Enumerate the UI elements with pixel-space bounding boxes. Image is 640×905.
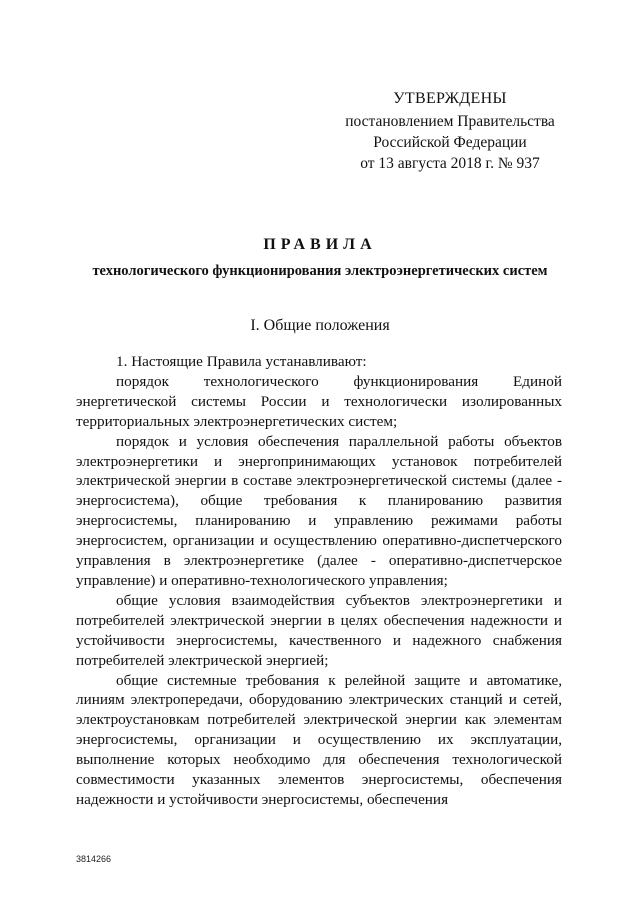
document-subtitle: технологического функционирования электроэнергетических систем <box>92 263 548 279</box>
paragraph: порядок технологического функционирования Единой энергетической системы России и технологически изолированных территориальных электроэнергетических систем; <box>76 372 562 430</box>
paragraph: 1. Настоящие Правила устанавливают: <box>116 353 367 370</box>
approval-title: УТВЕРЖДЕНЫ <box>393 90 507 107</box>
approval-block <box>330 88 570 174</box>
footer-document-code: 3814266 <box>76 854 112 864</box>
approval-line-1: постановлением Правительства <box>345 113 555 130</box>
approval-line-3: от 13 августа 2018 г. № 937 <box>360 155 540 172</box>
approval-line-2: Российской Федерации <box>373 134 527 151</box>
paragraph: общие условия взаимодействия субъектов электроэнергетики и потребителей электрической энергии в целях обеспечения надежности и устойчивости энергосистемы, качественного и надежного снабжения потребителей электрической энергией; <box>76 591 562 669</box>
document-body <box>76 352 562 810</box>
paragraph: порядок и условия обеспечения параллельной работы объектов электроэнергетики и энергопринимающих установок потребителей электрической энергии в составе электроэнергетической системы (далее - энергосистема), общие требования к планированию развития энергосистемы, планированию и управлению режимами работы энергосистем, организации и осуществлению оперативно-диспетчерского управления в электроэнергетике (далее - оперативно-диспетчерское управление) и оперативно-технологического управления; <box>76 432 562 589</box>
document-title: ПРАВИЛА <box>263 236 377 253</box>
section-heading: I. Общие положения <box>250 317 390 334</box>
paragraph: общие системные требования к релейной защите и автоматике, линиям электропередачи, оборудованию электрических станций и сетей, электроустановкам потребителей электрической энергии как элементам энергосистемы, организации и осуществлению их эксплуатации, выполнение которых необходимо для обеспечения технологической совместимости указанных элементов энергосистемы, обеспечения надежности и устойчивости энергосистемы, обеспечения <box>76 671 562 808</box>
